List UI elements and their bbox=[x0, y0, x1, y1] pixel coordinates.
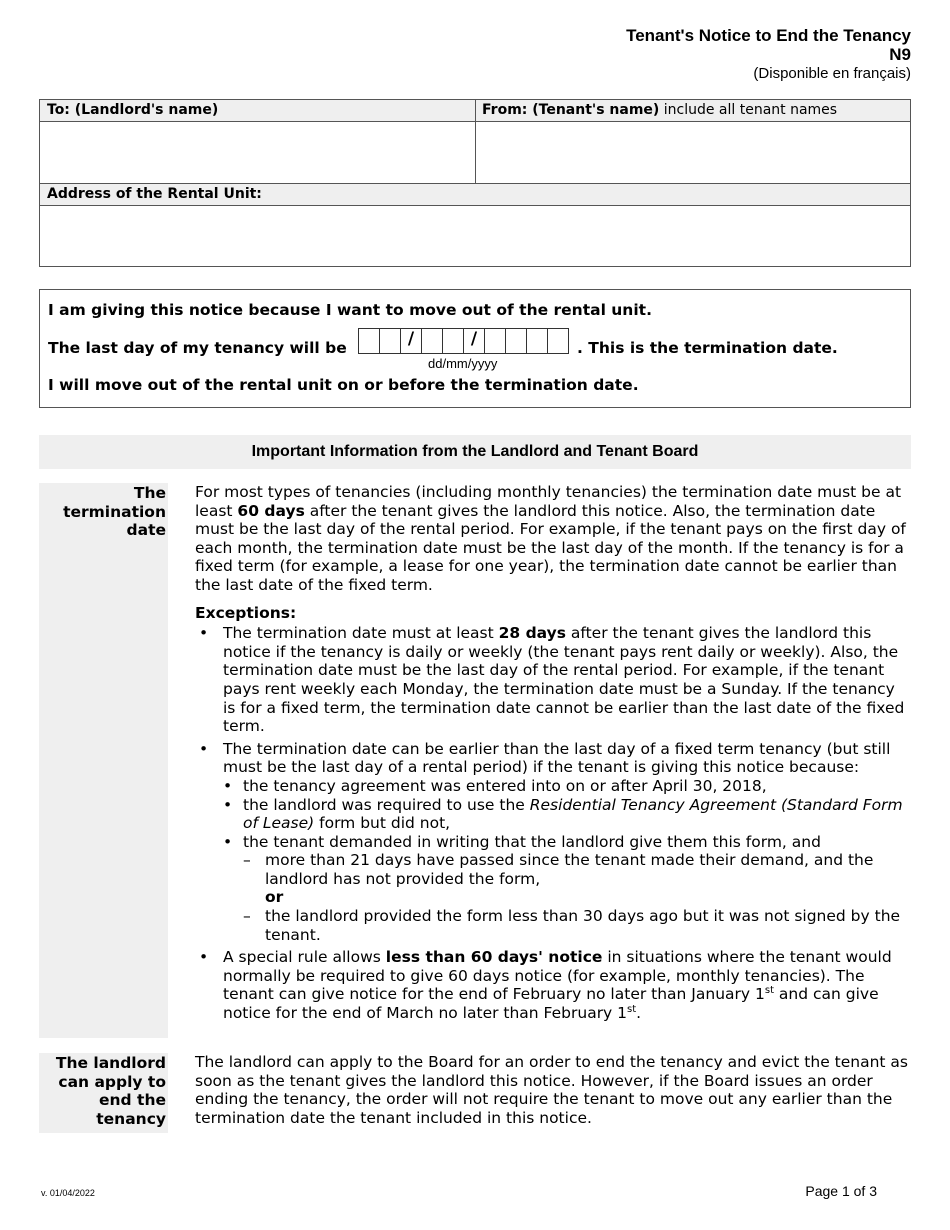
notice-line-reason: I am giving this notice because I want to move out of the rental unit. bbox=[48, 301, 652, 319]
date-format-hint: dd/mm/yyyy bbox=[428, 356, 498, 371]
dash-icon: – bbox=[243, 851, 251, 870]
bullet-icon: • bbox=[199, 624, 209, 643]
tenant-name-label-note: include all tenant names bbox=[659, 102, 838, 118]
date-digit-year-3[interactable] bbox=[526, 328, 548, 354]
info-heading: Important Information from the Landlord and Tenant Board bbox=[39, 435, 911, 469]
date-separator: / bbox=[400, 328, 422, 354]
form-code: N9 bbox=[889, 45, 911, 64]
termination-date-content bbox=[195, 483, 911, 1023]
landlord-apply-label: The landlord can apply to end the tenancy bbox=[39, 1053, 168, 1133]
address-field[interactable] bbox=[40, 206, 910, 266]
exception-item: • A special rule allows less than 60 days' notice in situations where the tenant would normally be required to give 60 days notice (for example, monthly tenancies). The tenant can give notice for the end of February no later than January 1st and can give notice for the end of March no later than February 1st. bbox=[199, 948, 892, 1023]
exception-subitem: • the tenant demanded in writing that the landlord give them this form, and – more than 21 days have passed since the tenant made their demand, and the landlord has not provided the form, or – the landlord provided the form less than 30 days ago but it was not signed by the tenant. bbox=[223, 833, 911, 945]
date-digit-month-1[interactable] bbox=[421, 328, 443, 354]
sixty-days-notice-emphasis: less than 60 days' notice bbox=[385, 948, 603, 967]
date-digit-year-4[interactable] bbox=[547, 328, 569, 354]
termination-paragraph: For most types of tenancies (including monthly tenancies) the termination date must be at least 60 days after the tenant gives the landlord this notice. Also, the termination date must be the last day of the rental period. For example, if the tenant pays on the first day of each month, the termination date must be the last day of the month. If the tenancy is for a fixed term (for example, a lease for one year), the termination date cannot be earlier than the last date of the fixed term. bbox=[195, 483, 906, 594]
tenant-name-label bbox=[475, 100, 910, 122]
termination-date-label: The termination date bbox=[39, 483, 168, 1038]
date-digit-day-1[interactable] bbox=[358, 328, 380, 354]
notice-line-last-day: The last day of my tenancy will be bbox=[48, 339, 347, 357]
bullet-icon: • bbox=[223, 776, 233, 795]
twenty-eight-days-emphasis: 28 days bbox=[498, 624, 566, 643]
language-note: (Disponible en français) bbox=[753, 65, 911, 82]
or-connector: or bbox=[265, 888, 284, 907]
exceptions-heading: Exceptions: bbox=[195, 603, 297, 622]
sixty-days-emphasis: 60 days bbox=[237, 501, 305, 520]
bullet-icon: • bbox=[223, 832, 233, 851]
form-header bbox=[626, 26, 911, 83]
notice-line-termination: . This is the termination date. bbox=[577, 339, 838, 357]
date-digit-month-2[interactable] bbox=[442, 328, 464, 354]
termination-date-field[interactable] bbox=[358, 328, 569, 354]
landlord-apply-paragraph: The landlord can apply to the Board for an order to end the tenancy and evict the tenant as soon as the tenant gives the landlord this notice. However, if the Board issues an order ending the tenancy, the order will not require the tenant to move out any earlier than the termination date the tenant included in this notice. bbox=[195, 1053, 908, 1127]
exception-item: • The termination date must at least 28 days after the tenant gives the landlord this notice if the tenancy is daily or weekly (the tenant pays rent daily or weekly). Also, the termination date must be the last day of the rental period. For example, if the tenant pays rent weekly each Monday, the termination date must be a Sunday. If the tenancy is for a fixed term, the termination date cannot be earlier than the last date of the fixed term. bbox=[199, 624, 905, 736]
notice-section bbox=[39, 289, 911, 408]
landlord-name-label: To: (Landlord's name) bbox=[40, 100, 475, 122]
landlord-name-field[interactable] bbox=[40, 122, 475, 183]
exception-subitem: • the tenancy agreement was entered into on or after April 30, 2018, bbox=[223, 776, 767, 795]
bullet-icon: • bbox=[223, 795, 233, 814]
parties-section bbox=[39, 99, 911, 267]
exception-item: • The termination date can be earlier than the last day of a fixed term tenancy (but still must be the last day of a rental period) if the tenant is giving this notice because: • the tenancy agreement was entered into on or after April 30, 2018, • the landlord was required to use the Residential Tenancy Agreement (Standard Form of Lease) form but did not, • the tenant demanded in writing that the landlord give them this form, and – more than 21 days have passed since the tenant made their demand, and the landlord has not provided the form, or – the landlord provided the form less than 30 days ago but it was not signed by the tenant. bbox=[195, 740, 911, 945]
page-number: Page 1 of 3 bbox=[805, 1183, 877, 1199]
tenant-name-field[interactable] bbox=[476, 122, 910, 183]
address-label: Address of the Rental Unit: bbox=[40, 184, 910, 206]
form-title: Tenant's Notice to End the Tenancy bbox=[626, 26, 911, 45]
date-separator: / bbox=[463, 328, 485, 354]
date-digit-year-1[interactable] bbox=[484, 328, 506, 354]
bullet-icon: • bbox=[199, 948, 209, 967]
exception-condition: – more than 21 days have passed since the tenant made their demand, and the landlord has not provided the form, or bbox=[243, 851, 911, 907]
tenant-name-label-bold: From: (Tenant's name) bbox=[482, 102, 660, 118]
exception-subitem: • the landlord was required to use the Residential Tenancy Agreement (Standard Form of Lease) form but did not, bbox=[223, 795, 903, 833]
column-divider bbox=[475, 100, 476, 183]
landlord-apply-content bbox=[195, 1053, 911, 1127]
form-version: v. 01/04/2022 bbox=[41, 1188, 95, 1198]
lease-form-title: Residential Tenancy Agreement (Standard Form of Lease) bbox=[243, 795, 903, 833]
date-digit-year-2[interactable] bbox=[505, 328, 527, 354]
exception-condition: – the landlord provided the form less than 30 days ago but it was not signed by the tenant. bbox=[243, 907, 901, 944]
date-digit-day-2[interactable] bbox=[379, 328, 401, 354]
bullet-icon: • bbox=[199, 739, 209, 758]
dash-icon: – bbox=[243, 907, 251, 926]
notice-line-move-out: I will move out of the rental unit on or before the termination date. bbox=[48, 376, 639, 394]
